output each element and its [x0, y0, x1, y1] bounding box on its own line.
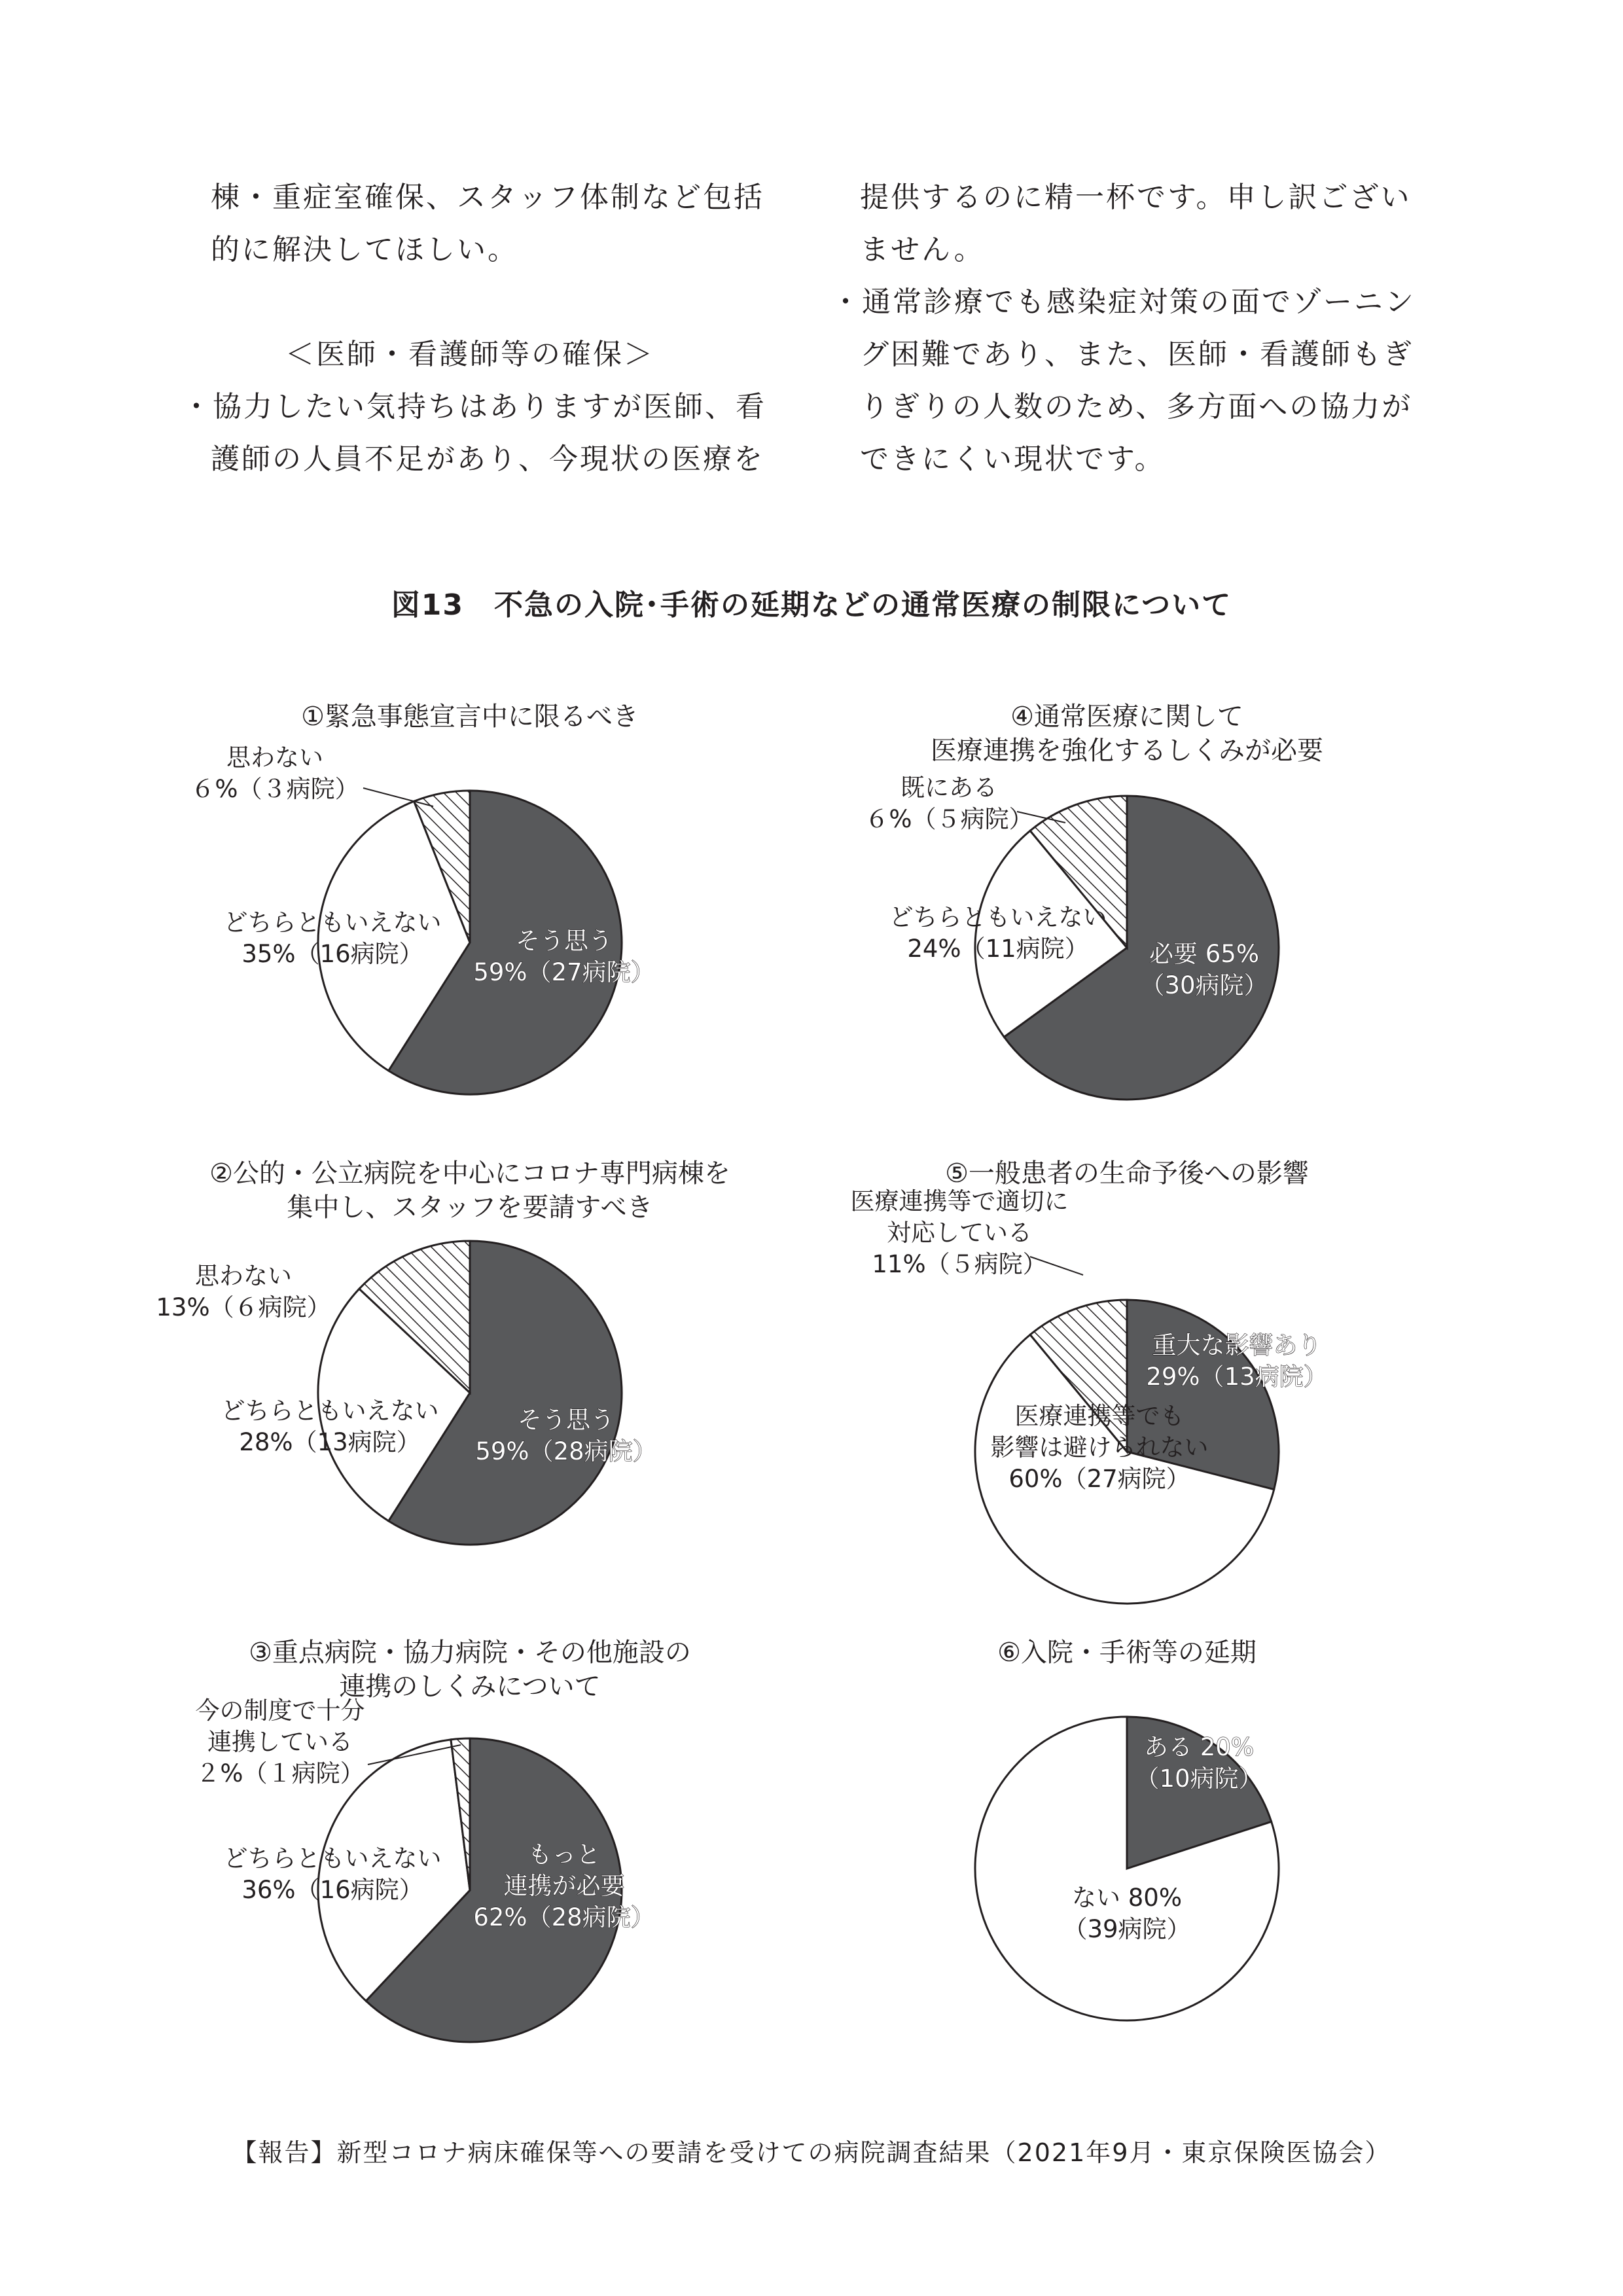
slice-label: ６%（３病院）	[190, 775, 359, 803]
chart-title: 連携のしくみについて	[339, 1672, 601, 1702]
slice-label: そう思う	[516, 927, 613, 955]
chart-title: ④通常医療に関して	[1010, 702, 1243, 732]
pie-chart	[196, 1638, 691, 2042]
body-line: ・協力したい気持ちはありますが医師、看	[182, 390, 766, 423]
slice-label: どちらともいえない	[223, 908, 442, 937]
slice-label: 59%（28病院）	[475, 1437, 657, 1465]
slice-label: 28%（13病院）	[239, 1428, 421, 1456]
slice-label: ６%（５病院）	[865, 805, 1033, 833]
slice-label: 連携が必要	[503, 1872, 625, 1900]
slice-label: もっと	[527, 1840, 601, 1869]
body-line: できにくい現状です。	[860, 442, 1166, 476]
body-line: 護師の人員不足があり、今現状の医療を	[211, 442, 764, 476]
slice-label: 59%（27病院）	[473, 958, 655, 986]
pie-chart	[190, 702, 654, 1094]
chart-title: ⑥入院・手術等の延期	[997, 1638, 1257, 1668]
slice-label: 11%（５病院）	[872, 1250, 1047, 1278]
slice-label: 対応している	[887, 1219, 1032, 1247]
figure-title: 図13 不急の入院･手術の延期などの通常医療の制限について	[391, 588, 1232, 622]
chart-title: ③重点病院・協力病院・その他施設の	[249, 1638, 691, 1668]
chart-title: ②公的・公立病院を中心にコロナ専門病棟を	[209, 1158, 730, 1189]
slice-label: 影響は避けられない	[990, 1433, 1209, 1462]
slice-label: そう思う	[518, 1406, 615, 1434]
body-line: 提供するのに精一杯です。申し訳ござい	[860, 181, 1412, 214]
slice-label: 思わない	[195, 1262, 292, 1290]
slice-label: ２%（１病院）	[196, 1759, 365, 1787]
slice-label: 必要 65%	[1149, 940, 1259, 968]
chart-title: ⑤一般患者の生命予後への影響	[945, 1158, 1309, 1189]
slice-label: （30病院）	[1140, 971, 1268, 999]
slice-label: 29%（13病院）	[1146, 1363, 1328, 1391]
pie-chart	[975, 1638, 1279, 2020]
slice-label: 36%（16病院）	[241, 1876, 423, 1904]
body-line: 的に解決してほしい。	[211, 233, 518, 266]
body-line: グ困難であり、また、医師・看護師もぎ	[860, 338, 1414, 371]
slice-label: 既にある	[901, 774, 997, 802]
slice-label: 35%（16病院）	[241, 940, 423, 968]
slice-label: （10病院）	[1135, 1765, 1263, 1793]
slice-label: 医療連携等で適切に	[850, 1187, 1069, 1215]
slice-label: どちらともいえない	[221, 1397, 439, 1425]
slice-label: 今の制度で十分	[195, 1696, 365, 1725]
slice-label: どちらともいえない	[889, 903, 1107, 931]
slice-label: ある 20%	[1144, 1733, 1254, 1761]
section-heading: ＜医師・看護師等の確保＞	[285, 338, 654, 371]
pie-chart	[851, 1158, 1328, 1604]
body-line: りぎりの人数のため、多方面への協力が	[860, 390, 1413, 423]
slice-label: 24%（11病院）	[907, 935, 1089, 963]
body-line: ません。	[860, 233, 985, 266]
slice-label: ない 80%	[1072, 1884, 1182, 1912]
pie-chart	[865, 702, 1323, 1100]
chart-title: 集中し、スタッフを要請すべき	[287, 1193, 653, 1223]
slice-label: 13%（６病院）	[156, 1293, 331, 1321]
body-line: 棟・重症室確保、スタッフ体制など包括	[211, 181, 764, 214]
slice-label: 62%（28病院）	[473, 1903, 655, 1931]
chart-title: 医療連携を強化するしくみが必要	[931, 736, 1323, 766]
body-line: ・通常診療でも感染症対策の面でゾーニン	[831, 285, 1416, 319]
pie-chart	[156, 1158, 730, 1545]
chart-title: ①緊急事態宣言中に限るべき	[301, 702, 639, 732]
footer-caption: 【報告】新型コロナ病床確保等への要請を受けての病院調査結果（2021年9月・東京保険医協会）	[232, 2138, 1391, 2167]
slice-label: 重大な影響あり	[1152, 1331, 1322, 1359]
slice-label: 連携している	[207, 1728, 353, 1756]
slice-label: 医療連携等でも	[1014, 1402, 1185, 1430]
slice-label: どちらともいえない	[223, 1844, 442, 1873]
slice-label: 60%（27病院）	[1008, 1465, 1190, 1493]
slice-label: （39病院）	[1063, 1915, 1191, 1943]
slice-label: 思わない	[226, 744, 323, 772]
